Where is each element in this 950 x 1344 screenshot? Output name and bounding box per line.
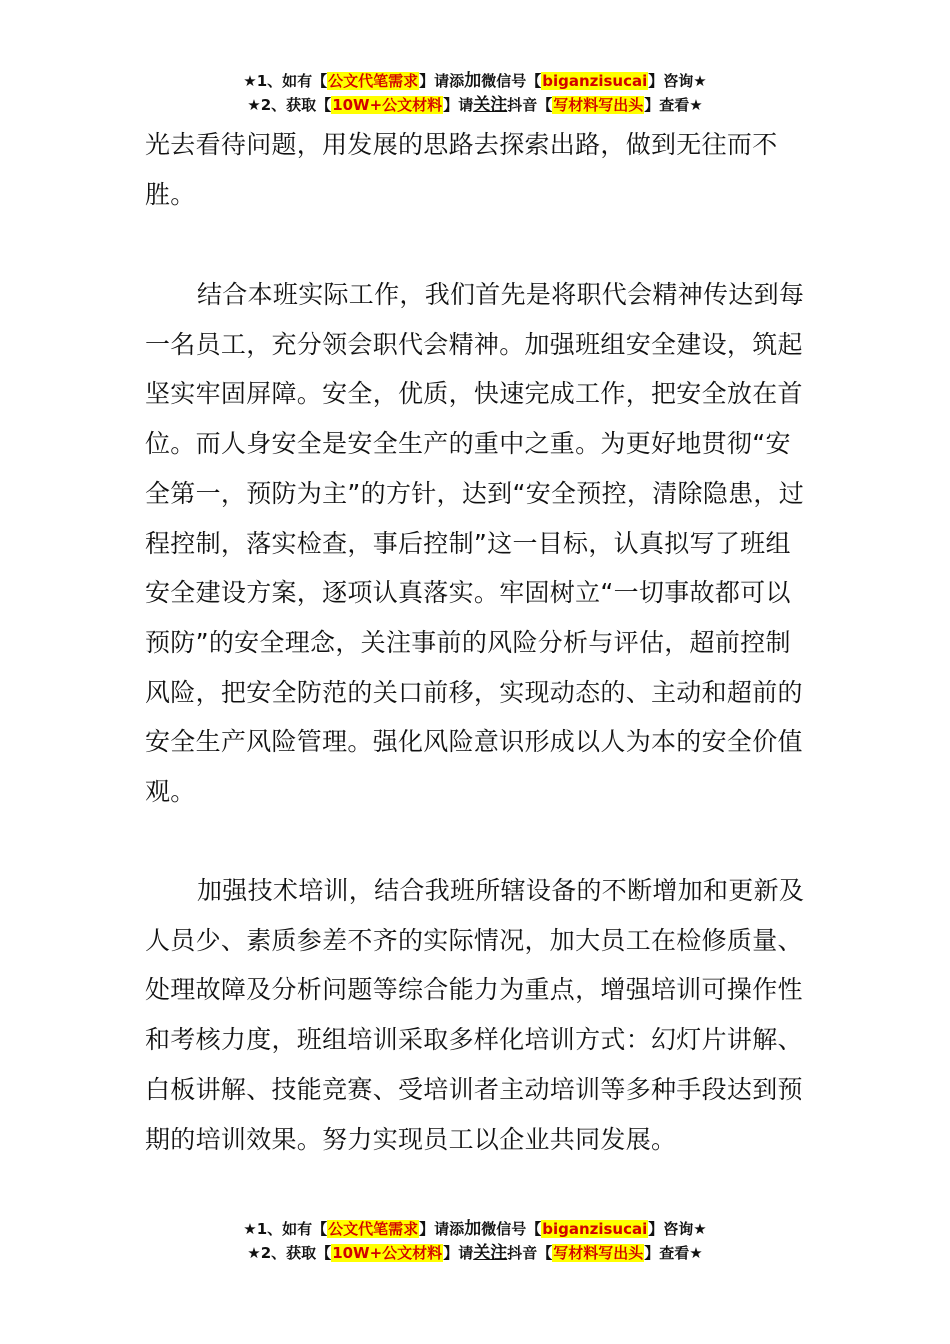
paragraph-text: 结合本班实际工作，我们首先是将职代会精神传达到每一名员工，充分领会职代会精神。加强班组安全建设，筑起坚实牢固屏障。安全，优质，快速完成工作，把安全放在首位。而人身安全是安全生产的重中之重。为更好地贯彻“安全第一，预防为主”的方针，达到“安全预控，清除隐患，过程控制，落实检查，事后控制”这一目标，认真拟写了班组安全建设方案，逐项认真落实。牢固树立“一切事故都可以预防”的安全理念，关注事前的风险分析与评估，超前控制风险，把安全防范的关口前移，实现动态的、主动和超前的安全生产风险管理。强化风险意识形成以人为本的安全价值观。 — [145, 280, 805, 807]
header-banner — [0, 69, 950, 117]
banner-text: 】咨询★ — [648, 72, 707, 90]
highlight-materials: 10W+公文材料 — [332, 96, 443, 114]
highlight-wechat-id: biganzisucai — [542, 72, 648, 90]
paragraph-text: 加强技术培训，结合我班所辖设备的不断增加和更新及人员少、素质参差不齐的实际情况，加大员工在检修质量、处理故障及分析问题等综合能力为重点，增强培训可操作性和考核力度，班组培训采取多样化培训方式：幻灯片讲解、白板讲解、技能竞赛、受培训者主动培训等多种手段达到预期的培训效果。努力实现员工以企业共同发展。 — [145, 876, 805, 1154]
banner-text: 微信号【 — [481, 72, 542, 90]
highlight-douyin: 写材料写出头 — [553, 1244, 644, 1262]
banner-text: 2、获取【 — [260, 96, 332, 114]
banner-emphasis: 关注 — [473, 95, 508, 115]
banner-text: 1、如有【 — [256, 72, 328, 90]
highlight-wechat-id: biganzisucai — [542, 1220, 648, 1238]
banner-line-1 — [0, 69, 950, 93]
paragraph-continuation — [145, 120, 807, 219]
star-icon: ★ — [247, 1244, 261, 1262]
banner-text: 】请添 — [419, 1220, 465, 1238]
banner-text: 】请 — [443, 1244, 474, 1262]
paragraph-training — [145, 866, 807, 1164]
banner-text: 】查看★ — [644, 96, 703, 114]
star-icon: ★ — [247, 96, 261, 114]
banner-text: 抖音【 — [507, 96, 553, 114]
star-icon: ★ — [243, 1220, 257, 1238]
banner-line-1 — [0, 1217, 950, 1241]
banner-emphasis: 关注 — [473, 1243, 508, 1263]
footer-banner — [0, 1217, 950, 1265]
banner-text: 1、如有【 — [256, 1220, 328, 1238]
banner-line-2 — [0, 93, 950, 117]
banner-text: 】查看★ — [644, 1244, 703, 1262]
highlight-service: 公文代笔需求 — [328, 1220, 419, 1238]
paragraph-safety — [145, 270, 807, 817]
banner-text: 】请添 — [419, 72, 465, 90]
banner-text: 2、获取【 — [260, 1244, 332, 1262]
highlight-materials: 10W+公文材料 — [332, 1244, 443, 1262]
banner-line-2 — [0, 1241, 950, 1265]
paragraph-text: 光去看待问题，用发展的思路去探索出路，做到无往而不胜。 — [145, 130, 778, 209]
banner-emphasis: 加 — [464, 71, 482, 91]
star-icon: ★ — [243, 72, 257, 90]
banner-text: 抖音【 — [507, 1244, 553, 1262]
banner-text: 微信号【 — [481, 1220, 542, 1238]
banner-text: 】请 — [443, 96, 474, 114]
banner-text: 】咨询★ — [648, 1220, 707, 1238]
highlight-douyin: 写材料写出头 — [553, 96, 644, 114]
banner-emphasis: 加 — [464, 1219, 482, 1239]
highlight-service: 公文代笔需求 — [328, 72, 419, 90]
